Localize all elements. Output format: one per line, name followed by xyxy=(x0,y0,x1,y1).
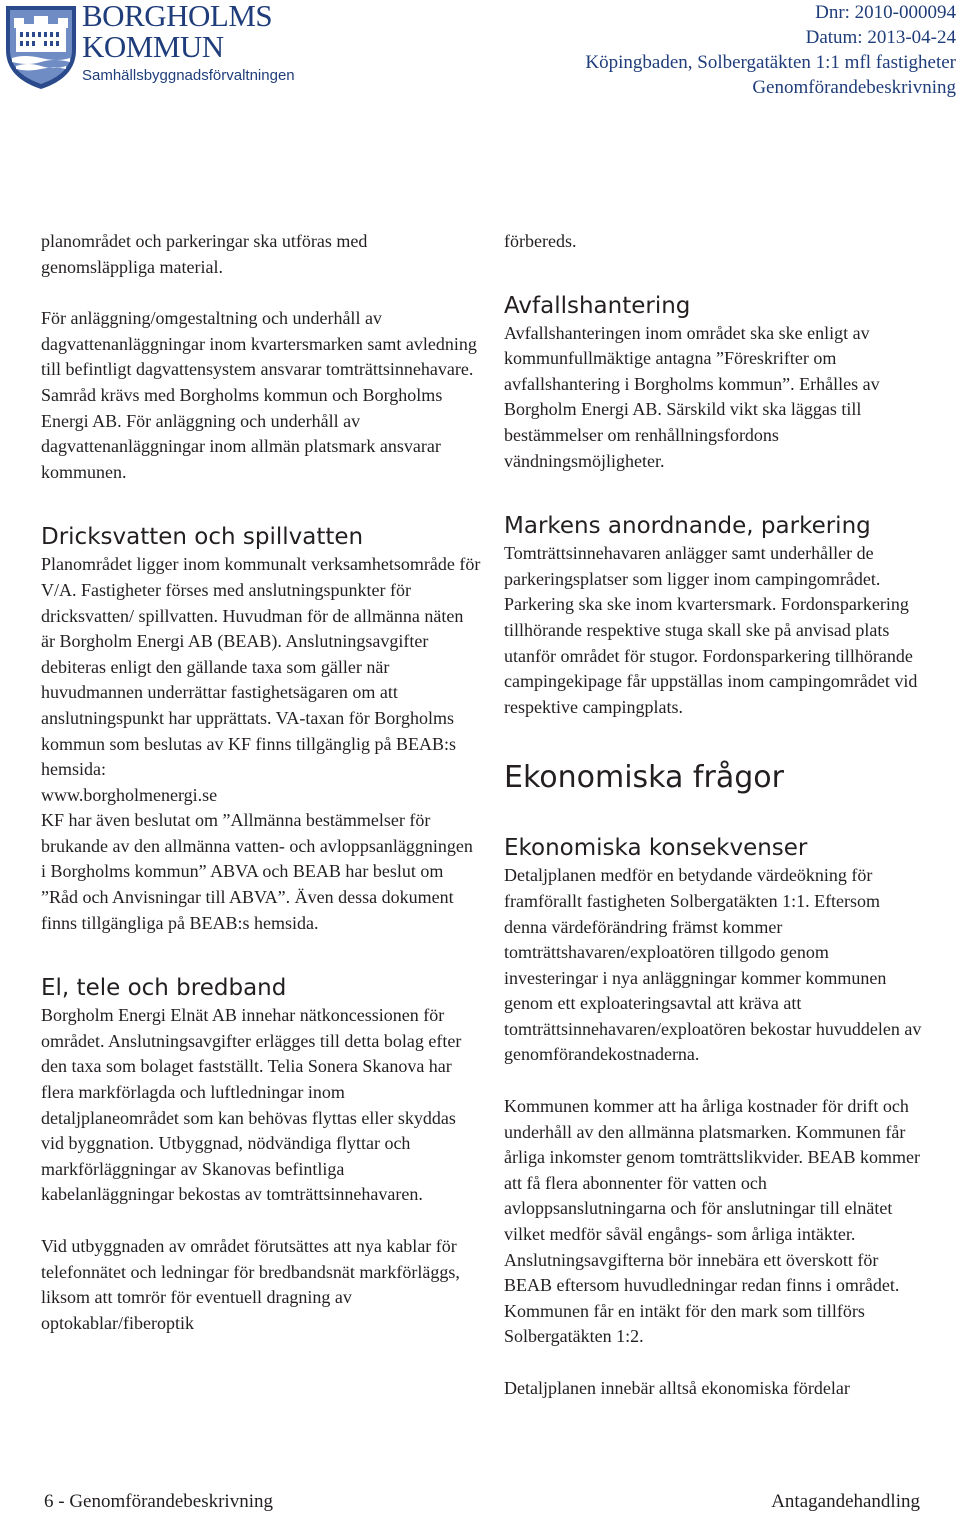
section-heading-electricity: El, tele och bredband xyxy=(41,975,287,1002)
document-date: Datum: 2013-04-24 xyxy=(805,27,956,48)
section-heading-parking: Markens anordnande, parkering xyxy=(504,513,871,540)
subsection-heading-economic-consequences: Ekonomiska konsekvenser xyxy=(504,835,808,862)
paragraph: förbereds. xyxy=(504,231,577,251)
paragraph: För anläggning/omgestaltning och underhåll av dagvattenanläggningar inom kvartersmarken samt avledning till befintligt dagvattensystem ansvarar tomträttsinnehavare. Samråd krävs med Borgholms kommun och Borgholms Energi AB. För anläggning och underhåll av dagvattenanläggningar inom allmän platsmark ansvarar kommunen. xyxy=(41,308,477,482)
department-name: Samhällsbyggnadsförvaltningen xyxy=(82,67,295,84)
left-column xyxy=(41,229,481,1336)
project-name: Köpingbaden, Solbergatäkten 1:1 mfl fastigheter xyxy=(585,52,956,73)
org-brand xyxy=(82,0,295,86)
paragraph: Avfallshanteringen inom området ska ske enligt av kommunfullmäktige antagna ”Föreskrifter om avfallshantering i Borgholms kommun”. Erhålles av Borgholm Energi AB. Särskild vikt ska läggas till bestämmelser om renhållningsfordons vändningsmöjligheter. xyxy=(504,322,880,471)
paragraph: planområdet och parkeringar ska utföras med genomsläppliga material. xyxy=(41,231,368,277)
website-url: www.borgholmenergi.se xyxy=(41,784,218,805)
paragraph: Vid utbyggnaden av området förutsättes att nya kablar för telefonnätet och ledningar för bredbandsnät markförläggs, liksom att tomrör för eventuell dragning av optokablar/fiberoptik xyxy=(41,1236,460,1333)
document-meta xyxy=(585,0,956,100)
paragraph: KF har även beslutat om ”Allmänna bestämmelser för brukande av den allmänna vatten- och avloppsanläggningen i Borgholms kommun” ABVA och BEAB har beslut om ”Råd och Anvisningar till ABVA”. Även dessa dokument finns tillgängliga på BEAB:s hemsida. xyxy=(41,810,473,933)
dnr: Dnr: 2010-000094 xyxy=(815,2,956,23)
document-type: Genomförandebeskrivning xyxy=(752,77,956,98)
page-number-footer: 6 - Genomförandebeskrivning xyxy=(44,1491,273,1512)
right-column xyxy=(504,229,924,1402)
paragraph: Kommunen kommer att ha årliga kostnader för drift och underhåll av den allmänna platsmarken. Kommunen får årliga inkomster genom tomträttslikvider. BEAB kommer att få flera abonnenter för vatten och avloppsanslutningarna och för anslutningar till elnätet vilket medför såväl engångs- som årliga intäkter. Anslutningsavgifterna bör innebära ett överskott för BEAB eftersom huvudledningar redan finns i området. Kommunen får en intäkt för den mark som tillförs Solbergatäkten 1:2. xyxy=(504,1096,920,1347)
paragraph: Detaljplanen innebär alltså ekonomiska fördelar xyxy=(504,1378,850,1398)
paragraph: Detaljplanen medför en betydande värdeökning för framförallt fastigheten Solbergatäkten 1:1. Eftersom denna värdeförändring främst kommer tomträttshavaren/exploatören tillgodo genom investeringar i nya anläggningar kommer kommunen genom ett exploateringsavtal att kräva att tomträttsinnehavaren/exploatören bekostar huvuddelen av genomförandekostnaderna. xyxy=(504,865,922,1065)
section-heading-waste: Avfallshantering xyxy=(504,292,691,319)
org-name-line1: BORGHOLMS xyxy=(82,0,273,33)
section-heading-economy: Ekonomiska frågor xyxy=(504,760,784,796)
borgholm-logo-icon xyxy=(4,4,78,90)
paragraph: Planområdet ligger inom kommunalt verksamhetsområde för V/A. Fastigheter förses med anslutningspunkter för dricksvatten/ spillvatten. Huvudman för de allmänna näten är Borgholm Energi AB (BEAB). Anslutningsavgifter debiteras enligt den gällande taxa som gäller när huvudmannen underrättar fastighetsägaren om att anslutningspunkt har upprättats. VA-taxan för Borgholms kommun som beslutas av KF finns tillgänglig på BEAB:s hemsida: xyxy=(41,554,481,780)
document-status-footer: Antagandehandling xyxy=(771,1491,920,1512)
paragraph: Borgholm Energi Elnät AB innehar nätkoncessionen för området. Anslutningsavgifter erlägges till detta bolag efter den taxa som bolaget fastställt. Telia Sonera Skanova har flera markförlagda och luftledningar inom detaljplaneområdet som kan behövas flyttas eller skyddas vid byggnation. Utbyggnad, nödvändiga flyttar och markförläggningar av Skanovas befintliga kabelanläggningar bekostas av tomträttsinnehavaren. xyxy=(41,1005,462,1205)
section-heading-water: Dricksvatten och spillvatten xyxy=(41,524,364,551)
paragraph: Tomträttsinnehavaren anlägger samt underhåller de parkeringsplatser som ligger inom campingområdet. Parkering ska ske inom kvartersmark. Fordonsparkering tillhörande respektive stuga skall ske på anvisad plats utanför området för stugor. Fordonsparkering tillhörande campingekipage får uppställas inom campingområdet vid respektive campingplats. xyxy=(504,543,918,717)
org-name-line2: KOMMUN xyxy=(82,29,224,64)
